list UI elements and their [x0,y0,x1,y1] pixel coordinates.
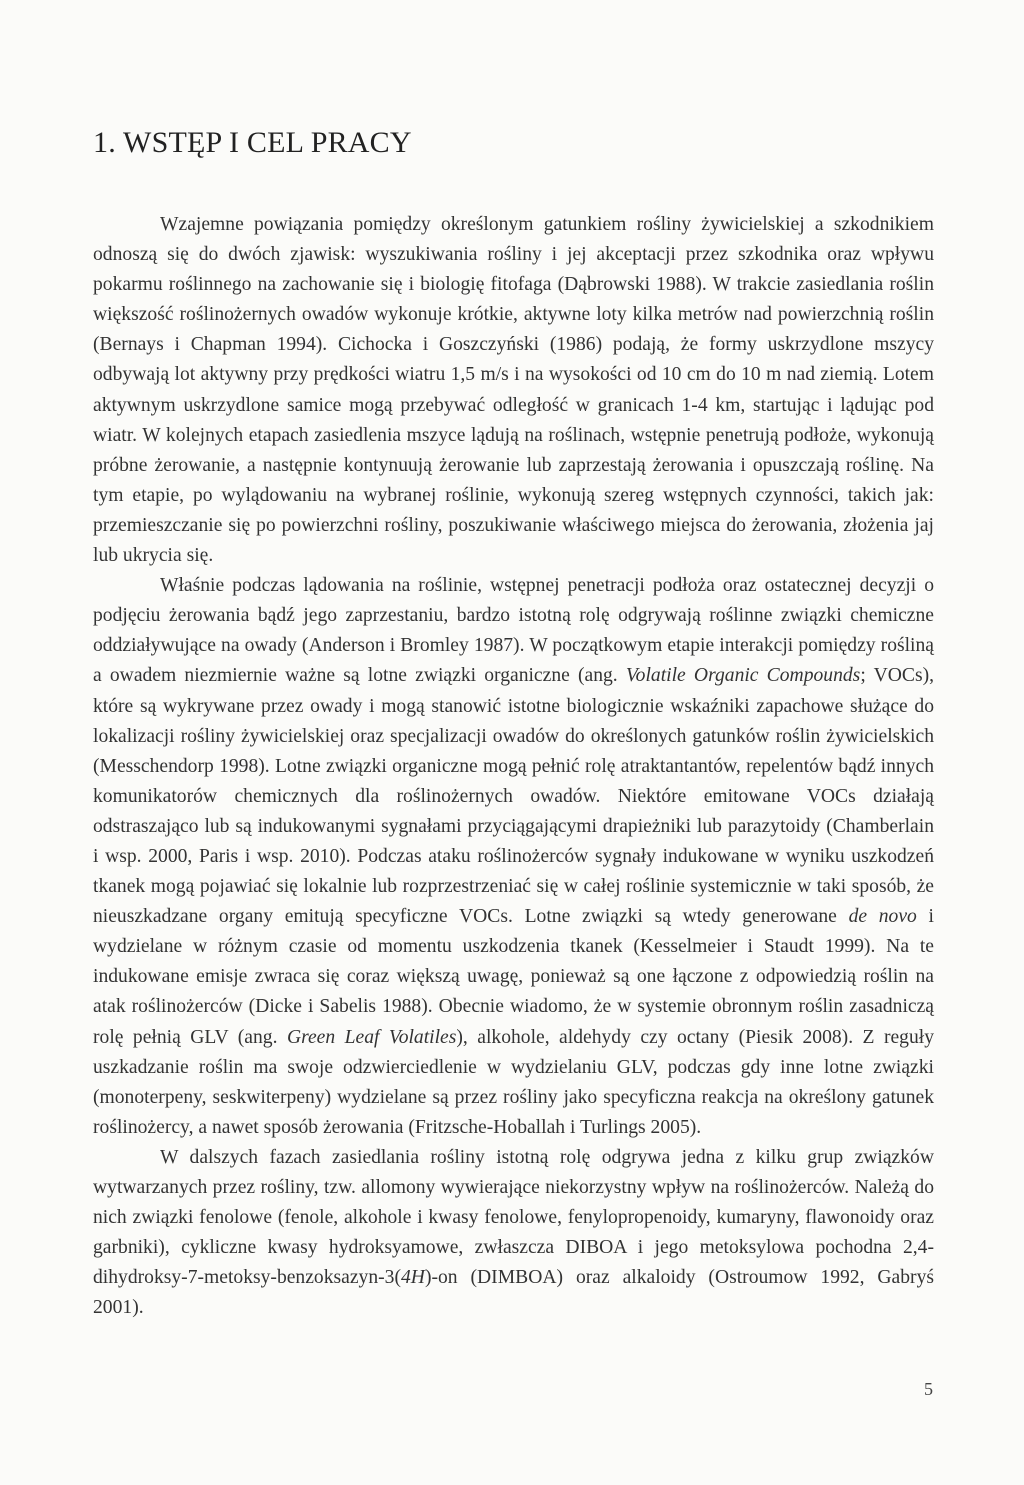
text-run: i wydzielane w różnym czasie od momentu uszkodzenia tkanek (Kesselmeier i Staudt 1999). Na te indukowane emisje zwraca się coraz większą uwagę, ponieważ są one łączone z odpowiedzią roślin na atak roślinożerców (Dicke i Sabelis 1988). Obecnie wiadomo, że w systemie obronnym roślin zasadniczą rolę pełnią GLV (ang. [93,906,935,1048]
body-text [93,210,934,1323]
italic-term: Volatile Organic Compounds [625,665,861,687]
text-run: Właśnie podczas lądowania na roślinie, wstępnej penetracji podłoża oraz ostatecznej decyzji o podjęciu żerowania bądź jego zaprzestaniu, bardzo istotną rolę odgrywają roślinne związki chemiczne oddziaływujące na owady (Anderson i Bromley 1987). W początkowym etapie interakcji pomiędzy rośliną a owadem niezmiernie ważne są lotne związki organiczne (ang. [93,575,934,687]
text-run: Wzajemne powiązania pomiędzy określonym gatunkiem rośliny żywicielskiej a szkodnikiem odnoszą się do dwóch zjawisk: wyszukiwania rośliny i jej akceptacji przez szkodnika oraz wpływu pokarmu roślinnego na zachowanie się i biologię fitofaga (Dąbrowski 1988). W trakcie zasiedlania roślin większość roślinożernych owadów wykonuje krótkie, aktywne loty kilka metrów nad powierzchnią roślin (Bernays i Chapman 1994). Cichocka i Goszczyński (1986) podają, że formy uskrzydlone mszycy odbywają lot aktywny przy prędkości wiatru 1,5 m/s i na wysokości od 10 cm do 10 m nad ziemią. Lotem aktywnym uskrzydlone samice mogą przebywać odległość w granicach 1-4 km, startując i lądując pod wiatr. W kolejnych etapach zasiedlenia mszyce lądują na roślinach, wstępnie penetrują podłoże, wykonują próbne żerowanie, a następnie kontynuują żerowanie lub zaprzestają żerowania i opuszczają roślinę. Na tym etapie, po wylądowaniu na wybranej roślinie, wykonują szereg wstępnych czynności, takich jak: przemieszczanie się po powierzchni rośliny, poszukiwanie właściwego miejsca do żerowania, złożenia jaj lub ukrycia się. [93,214,934,567]
chapter-heading: 1. WSTĘP I CEL PRACY [93,126,412,159]
text-run: ; VOCs), które są wykrywane przez owady i mogą stanowić istotne biologicznie wskaźniki zapachowe służące do lokalizacji rośliny żywicielskiej oraz specjalizacji owadów do określonych gatunków roślin żywicielskich (Messchendorp 1998). Lotne związki organiczne mogą pełnić rolę atraktantantów, repelentów bądź innych komunikatorów chemicznych dla roślinożernych owadów. Niektóre emitowane VOCs działają odstraszająco lub są indukowanymi sygnałami przyciągającymi drapieżniki lub parazytoidy (Chamberlain i wsp. 2000, Paris i wsp. 2010). Podczas ataku roślinożerców sygnały indukowane w wyniku uszkodzeń tkanek mogą pojawiać się lokalnie lub rozprzestrzeniać się w całej roślinie systemicznie w taki sposób, że nieuszkadzane organy emitują specyficzne VOCs. Lotne związki są wtedy generowane [93,665,934,928]
paragraph [93,210,934,571]
paragraph [93,571,934,1143]
italic-term: 4H [400,1267,425,1289]
text-run: ), alkohole, aldehydy czy octany (Piesik 2008). Z reguły uszkadzanie roślin ma swoje odzwierciedlenie w wydzielaniu GLV, podczas gdy inne lotne związki (monoterpeny, seskwiterpeny) wydzielane są przez rośliny jako specyficzna reakcja na określony gatunek roślinożercy, a nawet sposób żerowania (Fritzsche-Hoballah i Turlings 2005). [93,1026,935,1138]
text-run: W dalszych fazach zasiedlania rośliny istotną rolę odgrywa jedna z kilku grup związków wytwarzanych przez rośliny, tzw. allomony wywierające niekorzystny wpływ na roślinożerców. Należą do nich związki fenolowe (fenole, alkohole i kwasy fenolowe, fenylopropenoidy, kumaryny, flawonoidy oraz garbniki), cykliczne kwasy hydroksyamowe, zwłaszcza DIBOA i jego metoksylowa pochodna 2,4-dihydroksy-7-metoksy-benzoksazyn-3( [93,1146,934,1289]
italic-term: de novo [848,906,917,928]
page-number: 5 [924,1379,933,1399]
paragraph [93,1143,934,1324]
italic-term: Green Leaf Volatiles [286,1026,457,1048]
text-run: )-on (DIMBOA) oraz alkaloidy (Ostroumow 1992, Gabryś 2001). [93,1267,934,1319]
